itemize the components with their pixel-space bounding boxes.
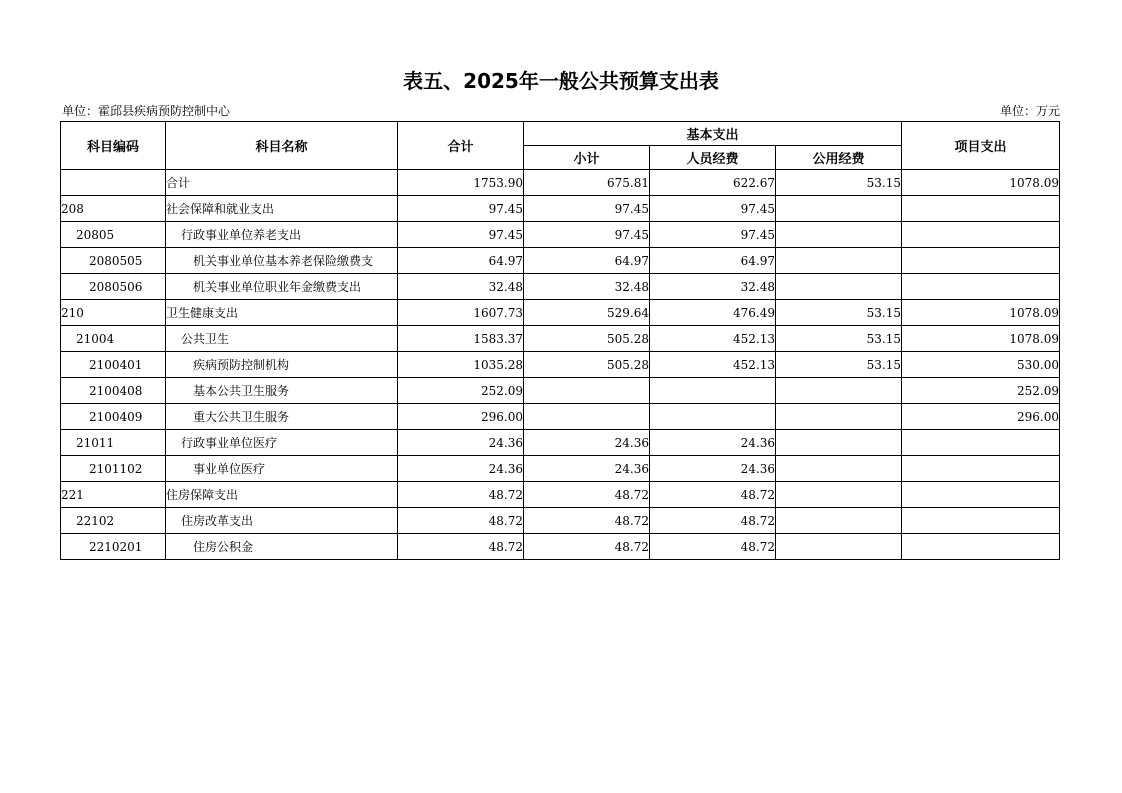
cell-public: 53.15	[776, 300, 902, 326]
cell-total: 24.36	[398, 456, 524, 482]
cell-personnel: 24.36	[650, 456, 776, 482]
cell-personnel: 48.72	[650, 534, 776, 560]
table-row	[61, 378, 1060, 404]
table-row	[61, 248, 1060, 274]
table-row	[61, 508, 1060, 534]
cell-public	[776, 222, 902, 248]
cell-project: 252.09	[902, 378, 1060, 404]
header-name: 科目名称	[166, 122, 398, 170]
page-title: 表五、2025年一般公共预算支出表	[403, 69, 719, 93]
cell-code: 2080505	[61, 248, 166, 274]
cell-total: 48.72	[398, 482, 524, 508]
cell-project	[902, 196, 1060, 222]
cell-project	[902, 430, 1060, 456]
cell-subtotal	[524, 378, 650, 404]
cell-subtotal: 505.28	[524, 352, 650, 378]
cell-total: 97.45	[398, 222, 524, 248]
cell-personnel: 97.45	[650, 196, 776, 222]
cell-code: 22102	[61, 508, 166, 534]
cell-subtotal: 529.64	[524, 300, 650, 326]
cell-personnel: 452.13	[650, 352, 776, 378]
cell-personnel: 24.36	[650, 430, 776, 456]
table-row	[61, 274, 1060, 300]
cell-public: 53.15	[776, 352, 902, 378]
cell-public	[776, 248, 902, 274]
cell-subtotal: 675.81	[524, 170, 650, 196]
cell-personnel: 452.13	[650, 326, 776, 352]
cell-project	[902, 456, 1060, 482]
cell-project	[902, 482, 1060, 508]
cell-public: 53.15	[776, 170, 902, 196]
header-subtotal: 小计	[524, 146, 650, 170]
budget-table	[60, 121, 1060, 560]
cell-total: 24.36	[398, 430, 524, 456]
table-row	[61, 430, 1060, 456]
cell-subtotal: 24.36	[524, 430, 650, 456]
cell-code: 2080506	[61, 274, 166, 300]
table-row	[61, 404, 1060, 430]
header-code: 科目编码	[61, 122, 166, 170]
cell-name: 住房保障支出	[166, 482, 398, 508]
cell-total: 48.72	[398, 534, 524, 560]
cell-subtotal: 32.48	[524, 274, 650, 300]
table-row	[61, 196, 1060, 222]
header-public: 公用经费	[776, 146, 902, 170]
cell-name: 住房改革支出	[166, 508, 398, 534]
cell-subtotal: 48.72	[524, 508, 650, 534]
header-basic-expenditure: 基本支出	[524, 122, 902, 146]
cell-total: 48.72	[398, 508, 524, 534]
table-row	[61, 222, 1060, 248]
cell-total: 32.48	[398, 274, 524, 300]
cell-public: 53.15	[776, 326, 902, 352]
table-row	[61, 482, 1060, 508]
cell-project	[902, 274, 1060, 300]
cell-name: 公共卫生	[166, 326, 398, 352]
cell-total: 296.00	[398, 404, 524, 430]
cell-code: 21011	[61, 430, 166, 456]
cell-name: 社会保障和就业支出	[166, 196, 398, 222]
cell-personnel	[650, 404, 776, 430]
cell-project: 1078.09	[902, 170, 1060, 196]
cell-subtotal: 64.97	[524, 248, 650, 274]
cell-name: 事业单位医疗	[166, 456, 398, 482]
cell-public	[776, 378, 902, 404]
cell-public	[776, 482, 902, 508]
cell-code: 210	[61, 300, 166, 326]
cell-project: 1078.09	[902, 326, 1060, 352]
cell-code: 20805	[61, 222, 166, 248]
cell-name: 合计	[166, 170, 398, 196]
cell-code: 208	[61, 196, 166, 222]
cell-total: 252.09	[398, 378, 524, 404]
unit-organization-label: 单位：霍邱县疾病预防控制中心	[62, 104, 231, 118]
cell-name: 卫生健康支出	[166, 300, 398, 326]
cell-subtotal: 48.72	[524, 534, 650, 560]
cell-public	[776, 534, 902, 560]
cell-public	[776, 196, 902, 222]
cell-personnel: 622.67	[650, 170, 776, 196]
table-row	[61, 170, 1060, 196]
cell-total: 1035.28	[398, 352, 524, 378]
cell-personnel: 476.49	[650, 300, 776, 326]
cell-subtotal	[524, 404, 650, 430]
cell-code: 2101102	[61, 456, 166, 482]
cell-subtotal: 97.45	[524, 196, 650, 222]
cell-public	[776, 456, 902, 482]
cell-code: 21004	[61, 326, 166, 352]
cell-name: 行政事业单位医疗	[166, 430, 398, 456]
cell-public	[776, 404, 902, 430]
cell-name: 机关事业单位基本养老保险缴费支	[166, 248, 398, 274]
cell-project: 1078.09	[902, 300, 1060, 326]
cell-name: 疾病预防控制机构	[166, 352, 398, 378]
cell-name: 行政事业单位养老支出	[166, 222, 398, 248]
cell-name: 基本公共卫生服务	[166, 378, 398, 404]
header-personnel: 人员经费	[650, 146, 776, 170]
cell-personnel	[650, 378, 776, 404]
cell-project: 530.00	[902, 352, 1060, 378]
cell-public	[776, 430, 902, 456]
cell-personnel: 97.45	[650, 222, 776, 248]
cell-code: 2100408	[61, 378, 166, 404]
cell-name: 重大公共卫生服务	[166, 404, 398, 430]
cell-total: 97.45	[398, 196, 524, 222]
cell-project	[902, 248, 1060, 274]
cell-total: 64.97	[398, 248, 524, 274]
table-header-row	[61, 122, 1060, 146]
cell-subtotal: 97.45	[524, 222, 650, 248]
cell-total: 1753.90	[398, 170, 524, 196]
cell-code: 2210201	[61, 534, 166, 560]
cell-public	[776, 508, 902, 534]
table-row	[61, 534, 1060, 560]
cell-subtotal: 24.36	[524, 456, 650, 482]
table-row	[61, 326, 1060, 352]
cell-subtotal: 48.72	[524, 482, 650, 508]
cell-public	[776, 274, 902, 300]
cell-code: 2100401	[61, 352, 166, 378]
unit-currency-label: 单位：万元	[999, 104, 1060, 118]
cell-project	[902, 508, 1060, 534]
cell-project: 296.00	[902, 404, 1060, 430]
cell-personnel: 32.48	[650, 274, 776, 300]
cell-subtotal: 505.28	[524, 326, 650, 352]
cell-total: 1607.73	[398, 300, 524, 326]
cell-personnel: 48.72	[650, 482, 776, 508]
cell-project	[902, 222, 1060, 248]
cell-personnel: 48.72	[650, 508, 776, 534]
cell-name: 住房公积金	[166, 534, 398, 560]
cell-code	[61, 170, 166, 196]
table-row	[61, 300, 1060, 326]
cell-total: 1583.37	[398, 326, 524, 352]
table-row	[61, 352, 1060, 378]
cell-code: 2100409	[61, 404, 166, 430]
cell-code: 221	[61, 482, 166, 508]
header-project-expenditure: 项目支出	[902, 122, 1060, 170]
table-row	[61, 456, 1060, 482]
cell-project	[902, 534, 1060, 560]
cell-name: 机关事业单位职业年金缴费支出	[166, 274, 398, 300]
cell-personnel: 64.97	[650, 248, 776, 274]
header-total: 合计	[398, 122, 524, 170]
